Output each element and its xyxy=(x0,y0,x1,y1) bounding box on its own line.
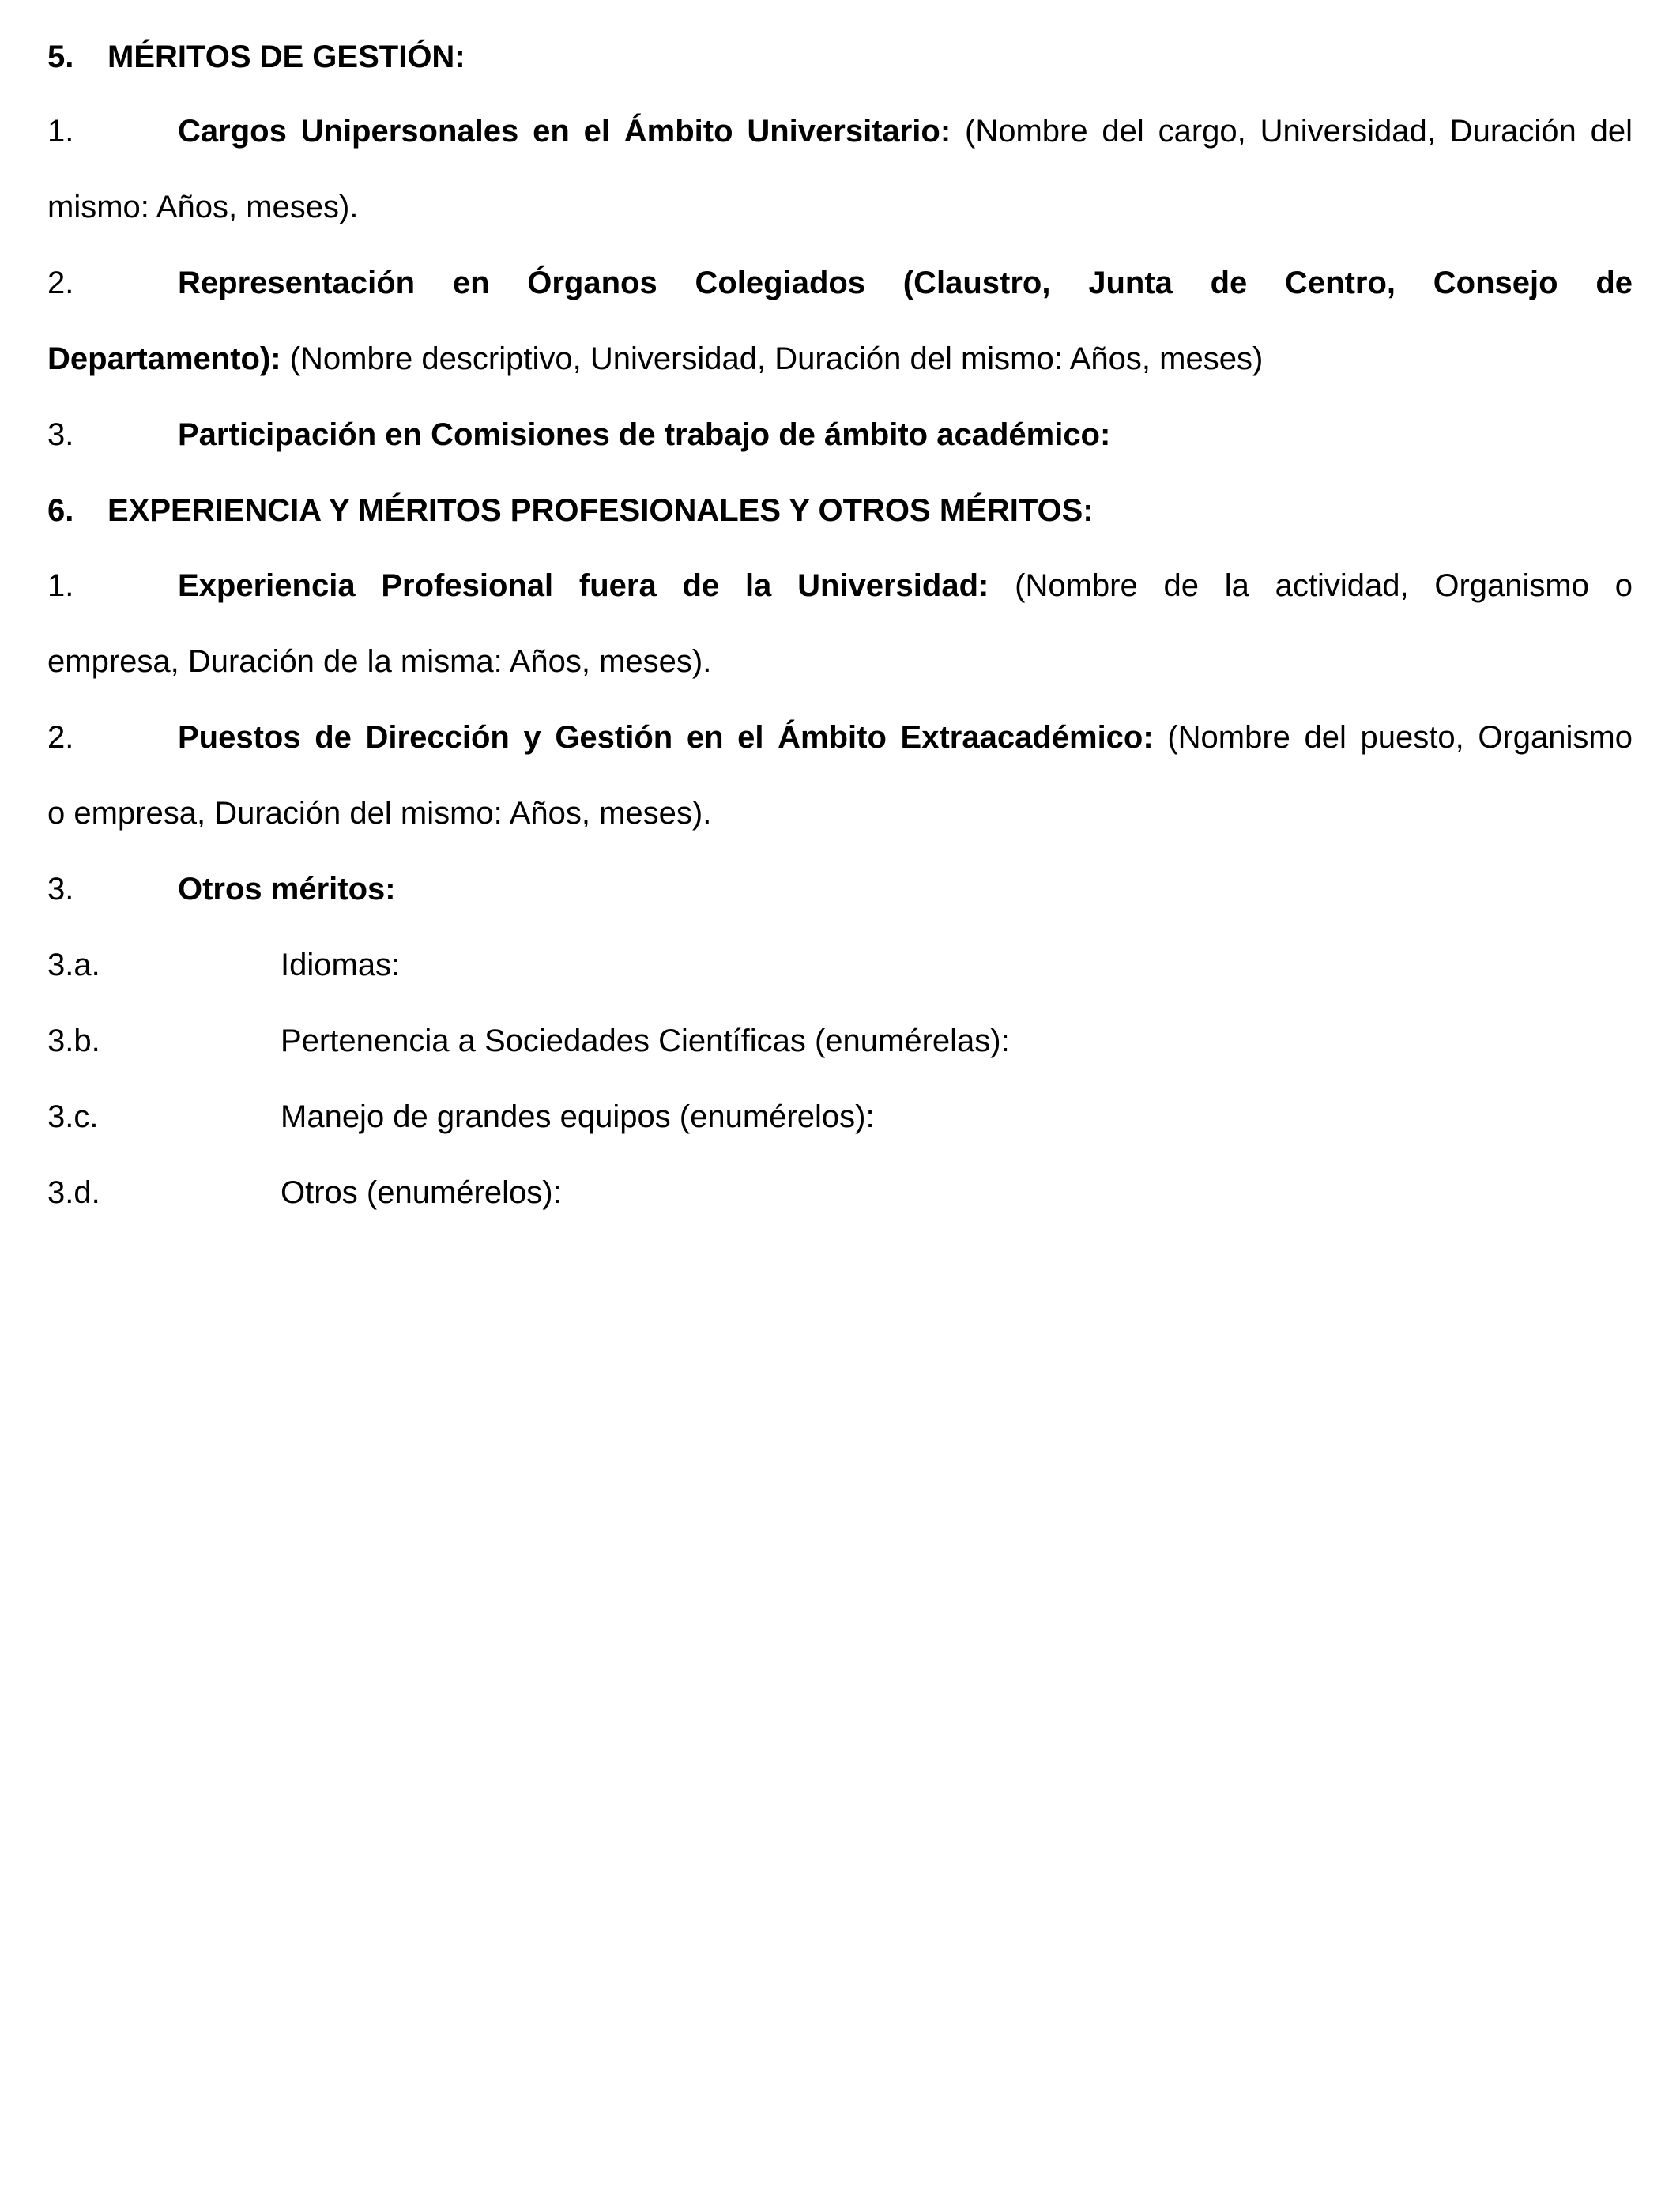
item-description-continued: mismo: Años, meses). xyxy=(47,190,359,224)
subitem-number: 3.d. xyxy=(47,1175,100,1210)
item-description-continued: empresa, Duración de la misma: Años, meses). xyxy=(47,644,712,679)
item-description-continued: o empresa, Duración del mismo: Años, meses). xyxy=(47,796,712,831)
section-6-item-3 xyxy=(47,871,1633,907)
subitem-number: 3.b. xyxy=(47,1023,100,1058)
section-5-title: MÉRITOS DE GESTIÓN: xyxy=(107,40,465,74)
section-6-item-2-line-2 xyxy=(47,795,1633,831)
section-5-item-2-line-2 xyxy=(47,341,1633,377)
section-6-subitem-3a xyxy=(47,947,1633,983)
item-number: 2. xyxy=(47,266,74,300)
section-5-item-1-line-2 xyxy=(47,189,1633,225)
section-5-heading xyxy=(47,39,1633,75)
item-number: 1. xyxy=(47,114,74,149)
item-description: (Nombre descriptivo, Universidad, Duración del mismo: Años, meses) xyxy=(281,341,1264,376)
section-6-subitem-3c xyxy=(47,1099,1633,1135)
section-6-item-1-line-2 xyxy=(47,643,1633,680)
section-6-heading xyxy=(47,492,1633,529)
item-title: Cargos Unipersonales en el Ámbito Universitario: xyxy=(178,114,951,149)
section-5-item-2-line-1 xyxy=(47,265,1633,301)
item-description: (Nombre de la actividad, Organismo o xyxy=(989,568,1633,603)
item-title: Puestos de Dirección y Gestión en el Ámbito Extraacadémico: xyxy=(178,720,1154,755)
section-6-item-1-line-1 xyxy=(47,567,1633,604)
subitem-number: 3.c. xyxy=(47,1099,99,1134)
section-5-number: 5. xyxy=(47,40,74,74)
item-number: 1. xyxy=(47,568,74,603)
subitem-text: Manejo de grandes equipos (enumérelos): xyxy=(281,1099,875,1134)
subitem-text: Pertenencia a Sociedades Científicas (enumérelas): xyxy=(281,1023,1010,1058)
item-number: 3. xyxy=(47,417,74,452)
section-6-number: 6. xyxy=(47,493,74,528)
section-6-subitem-3d xyxy=(47,1174,1633,1211)
item-number: 2. xyxy=(47,720,74,755)
item-title: Experiencia Profesional fuera de la Universidad: xyxy=(178,568,989,603)
item-title: Participación en Comisiones de trabajo de ámbito académico: xyxy=(178,417,1111,452)
subitem-number: 3.a. xyxy=(47,948,100,982)
item-title: Representación en Órganos Colegiados (Claustro, Junta de Centro, Consejo de xyxy=(178,266,1633,300)
section-5-item-1-line-1 xyxy=(47,113,1633,149)
section-6-item-2-line-1 xyxy=(47,719,1633,756)
item-description: (Nombre del cargo, Universidad, Duración del xyxy=(951,114,1633,149)
item-title: Otros méritos: xyxy=(178,872,396,907)
item-number: 3. xyxy=(47,872,74,907)
item-title-continued: Departamento): xyxy=(47,341,281,376)
section-6-title: EXPERIENCIA Y MÉRITOS PROFESIONALES Y OTROS MÉRITOS: xyxy=(107,493,1094,528)
section-6-subitem-3b xyxy=(47,1023,1633,1059)
subitem-text: Otros (enumérelos): xyxy=(281,1175,562,1210)
section-5-item-3 xyxy=(47,417,1633,453)
item-description: (Nombre del puesto, Organismo xyxy=(1153,720,1633,755)
subitem-text: Idiomas: xyxy=(281,948,401,982)
